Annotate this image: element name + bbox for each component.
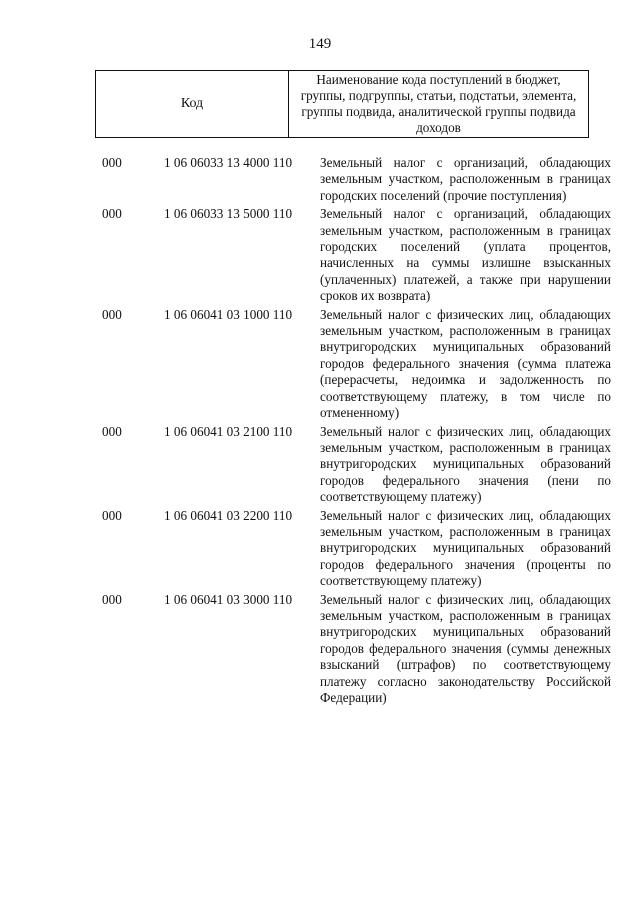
- table-row: [0, 206, 640, 304]
- row-income-name: Земельный налог с физических лиц, обладающих земельным участком, расположенным в границах внутригородских муниципальных образований городов федерального значения (проценты по соответствующему платежу): [320, 507, 611, 589]
- header-code-cell: Код: [96, 71, 289, 137]
- row-admin-code: 000: [102, 507, 122, 523]
- row-admin-code: 000: [102, 591, 122, 607]
- table-row: [0, 424, 640, 506]
- row-income-name: Земельный налог с физических лиц, обладающих земельным участком, расположенным в границах внутригородских муниципальных образований городов федерального значения (пени по соответствующему платежу): [320, 423, 611, 505]
- table-row: [0, 155, 640, 204]
- table-row: [0, 307, 640, 422]
- row-admin-code: 000: [102, 206, 122, 222]
- row-income-code: 1 06 06041 03 2200 110: [164, 507, 293, 523]
- row-income-code: 1 06 06041 03 1000 110: [164, 306, 293, 322]
- row-income-name: Земельный налог с физических лиц, обладающих земельным участком, расположенным в границах внутригородских муниципальных образований городов федерального значения (суммы денежных взысканий (штрафов) по соответствующему платежу согласно законодательству Российской Федерации): [320, 591, 611, 705]
- header-name-cell: Наименование кода поступлений в бюджет, группы, подгруппы, статьи, подстатьи, элемента, группы подвида, аналитической группы подвида доходов: [300, 72, 577, 135]
- row-admin-code: 000: [102, 423, 122, 439]
- row-income-code: 1 06 06041 03 2100 110: [164, 423, 293, 439]
- table-row: [0, 508, 640, 590]
- row-income-name: Земельный налог с физических лиц, обладающих земельным участком, расположенным в границах внутригородских муниципальных образований городов федерального значения (сумма платежа (перерасчеты, недоимка и задолженность по соответствующему платежу, в том числе по отмененному): [320, 306, 611, 421]
- table-row: [0, 592, 640, 707]
- row-income-code: 1 06 06033 13 4000 110: [164, 155, 293, 170]
- row-income-code: 1 06 06041 03 3000 110: [164, 591, 293, 607]
- table-header: [95, 70, 589, 138]
- row-income-name: Земельный налог с организаций, обладающих земельным участком, расположенным в границах городских поселений (прочие поступления): [320, 155, 611, 203]
- row-admin-code: 000: [102, 155, 122, 170]
- row-income-code: 1 06 06033 13 5000 110: [164, 206, 293, 222]
- row-income-name: Земельный налог с организаций, обладающих земельным участком, расположенным в границах городских поселений (уплата процентов, начисленных на суммы излишне взысканных (уплаченных) платежей, а также при нарушении сроков их возврата): [320, 206, 611, 304]
- row-admin-code: 000: [102, 306, 122, 322]
- page-number: 149: [308, 36, 332, 52]
- table-body: [0, 155, 640, 708]
